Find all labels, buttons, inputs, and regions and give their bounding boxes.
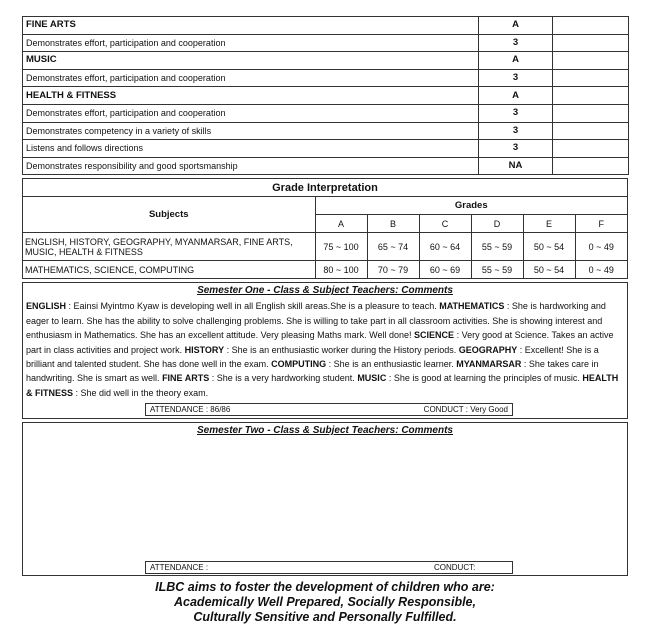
grade-range: 75 ~ 100 [315, 233, 367, 261]
school-motto [0, 580, 650, 625]
grades-header: Grades [315, 197, 627, 215]
assessment-row [23, 104, 629, 122]
assessment-empty-cell [553, 34, 629, 52]
assessment-grade: 3 [479, 34, 553, 52]
grade-letter: E [523, 215, 575, 233]
assessment-empty-cell [553, 69, 629, 87]
semester-one-comments [23, 299, 627, 400]
conduct-label: CONDUCT : Very Good [423, 405, 508, 415]
grade-range: 60 ~ 64 [419, 233, 471, 261]
assessment-row [23, 34, 629, 52]
assessment-table [22, 16, 629, 175]
grade-range: 55 ~ 59 [471, 233, 523, 261]
assessment-row [23, 122, 629, 140]
grade-interpretation-title: Grade Interpretation [23, 179, 627, 197]
assessment-row [23, 157, 629, 175]
comment-text: : Excellent! She is a brilliant and talented student. She has done well in the exam. [26, 344, 599, 369]
report-sheet [22, 16, 628, 576]
grade-letter: C [419, 215, 471, 233]
comment-subject: HISTORY [184, 344, 225, 355]
comment-text: : She did well in the theory exam. [73, 387, 209, 398]
assessment-empty-cell [553, 140, 629, 158]
assessment-grade: A [479, 17, 553, 35]
grade-range: 80 ~ 100 [315, 261, 367, 279]
assessment-grade: 3 [479, 104, 553, 122]
grade-letter: B [367, 215, 419, 233]
semester-one-box [22, 282, 628, 419]
semester-one-title: Semester One - Class & Subject Teachers: Comments [197, 285, 453, 297]
assessment-row [23, 87, 629, 105]
assessment-row [23, 52, 629, 70]
assessment-empty-cell [553, 122, 629, 140]
grade-range: 50 ~ 54 [523, 261, 575, 279]
grade-interpretation [22, 178, 628, 279]
attendance-label: ATTENDANCE : [150, 563, 209, 573]
assessment-label: FINE ARTS [23, 17, 479, 35]
subject-group: MATHEMATICS, SCIENCE, COMPUTING [23, 261, 315, 279]
assessment-row [23, 140, 629, 158]
comment-subject: SCIENCE [414, 330, 455, 341]
comment-text: : She takes care in handwriting. She is smart as well. [26, 358, 599, 384]
assessment-grade: A [479, 87, 553, 105]
conduct-label: CONDUCT: [434, 563, 476, 573]
assessment-label: HEALTH & FITNESS [23, 87, 479, 105]
assessment-label: Demonstrates effort, participation and cooperation [23, 69, 479, 87]
grade-range: 65 ~ 74 [367, 233, 419, 261]
motto-line: Culturally Sensitive and Personally Fulfilled. [193, 610, 457, 624]
assessment-grade: 3 [479, 140, 553, 158]
grade-letter: D [471, 215, 523, 233]
semester-two-box [22, 422, 628, 576]
grade-range: 70 ~ 79 [367, 261, 419, 279]
comment-subject: HEALTH & FITNESS [26, 373, 619, 398]
assessment-grade: A [479, 52, 553, 70]
grade-letter: A [315, 215, 367, 233]
comment-subject: ENGLISH [26, 301, 67, 312]
comment-text: : Very good at Science. Takes an active part in class activities and project work. [26, 330, 614, 355]
assessment-grade: NA [479, 157, 553, 175]
grade-letter: F [575, 215, 627, 233]
assessment-grade: 3 [479, 122, 553, 140]
assessment-label: Demonstrates effort, participation and cooperation [23, 34, 479, 52]
grade-range: 0 ~ 49 [575, 261, 627, 279]
comment-text: : She is a very hardworking student. [209, 373, 358, 384]
assessment-label: Demonstrates competency in a variety of skills [23, 122, 479, 140]
assessment-empty-cell [553, 17, 629, 35]
comment-text: : Eainsi Myintmo Kyaw is developing well in all English skill areas.She is a pleasure to teach. [66, 301, 440, 312]
assessment-label: MUSIC [23, 52, 479, 70]
grade-range: 55 ~ 59 [471, 261, 523, 279]
motto-line: ILBC aims to foster the development of children who are: [155, 580, 495, 594]
comment-subject: FINE ARTS [162, 373, 210, 384]
semester-two-title: Semester Two - Class & Subject Teachers: Comments [196, 425, 453, 437]
assessment-empty-cell [553, 157, 629, 175]
assessment-grade: 3 [479, 69, 553, 87]
comment-text: : She is an enthusiastic learner. [326, 358, 457, 369]
comment-subject: GEOGRAPHY [458, 344, 518, 355]
comment-text: : She is hardworking and eager to learn. She has the ability to solve challenging problems. She is willing to take part in all classroom activities. She is showing interest and enthusiasm in Mathematics. She has an excellent attitude. Very pleasing Maths mark. Well done! [26, 301, 606, 341]
assessment-label: Demonstrates effort, participation and cooperation [23, 104, 479, 122]
comment-subject: COMPUTING [271, 358, 327, 369]
semester-one-attendance-bar [145, 403, 513, 416]
comment-subject: MYANMARSAR [456, 358, 522, 369]
grade-range: 0 ~ 49 [575, 233, 627, 261]
semester-two-attendance-bar [145, 561, 513, 574]
grade-range: 60 ~ 69 [419, 261, 471, 279]
assessment-label: Listens and follows directions [23, 140, 479, 158]
grade-interpretation-table [23, 197, 627, 278]
subject-group: ENGLISH, HISTORY, GEOGRAPHY, MYANMARSAR, FINE ARTS, MUSIC, HEALTH & FITNESS [23, 233, 315, 261]
assessment-empty-cell [553, 104, 629, 122]
comment-text: : She is good at learning the principles of music. [386, 373, 583, 384]
comment-subject: MUSIC [357, 373, 387, 384]
subjects-header: Subjects [23, 197, 315, 233]
motto-line: Academically Well Prepared, Socially Responsible, [174, 595, 476, 609]
assessment-label: Demonstrates responsibility and good sportsmanship [23, 157, 479, 175]
attendance-label: ATTENDANCE : 86/86 [150, 405, 231, 415]
assessment-empty-cell [553, 52, 629, 70]
comment-text: : She is an enthusiastic worker during the History periods. [224, 344, 459, 355]
comment-subject: MATHEMATICS [439, 301, 505, 312]
assessment-empty-cell [553, 87, 629, 105]
assessment-row [23, 69, 629, 87]
assessment-row [23, 17, 629, 35]
grade-range: 50 ~ 54 [523, 233, 575, 261]
